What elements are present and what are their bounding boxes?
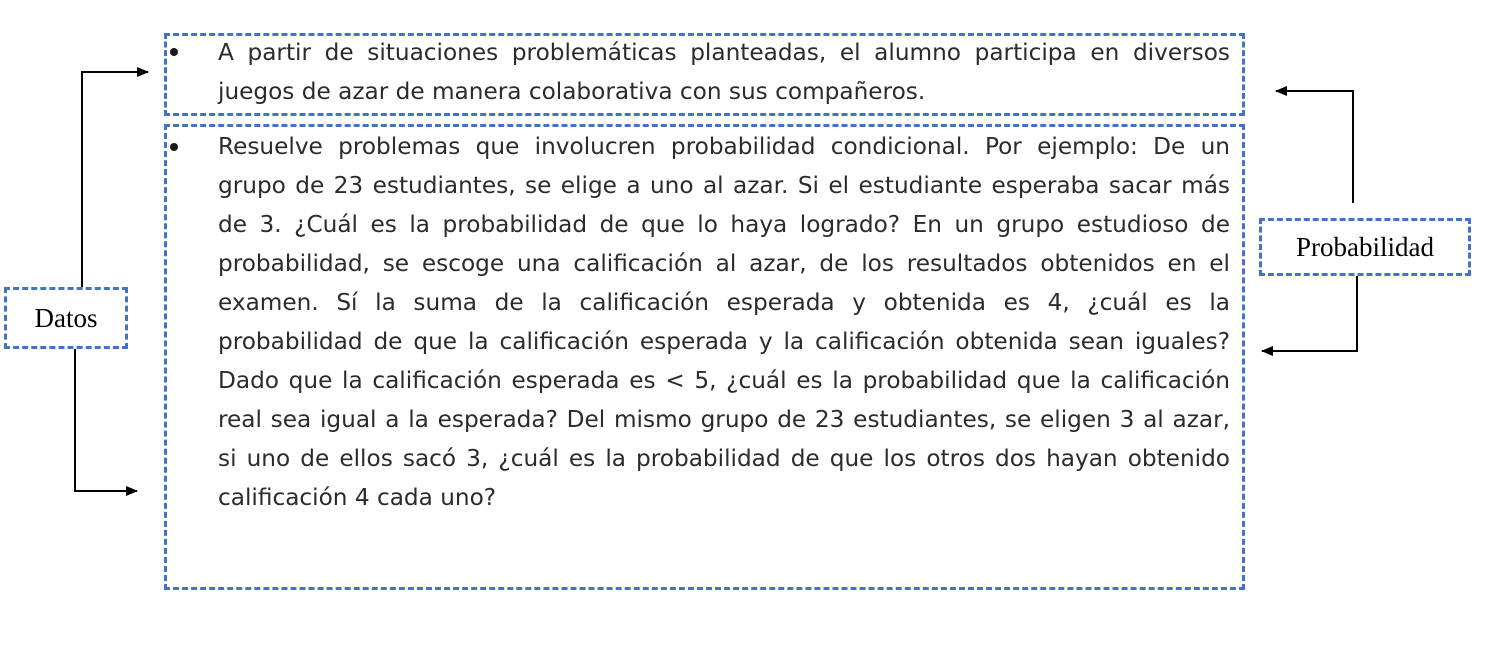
datos-to-top-arrow bbox=[82, 72, 148, 287]
probabilidad-to-main-arrow bbox=[1262, 276, 1357, 351]
datos-to-main-arrow bbox=[75, 349, 137, 491]
probabilidad-to-top-arrow bbox=[1276, 91, 1353, 203]
probabilidad-label: Probabilidad bbox=[1296, 231, 1434, 262]
bullet-text-conditional-probability: Resuelve problemas que involucren probabilidad condicional. Por ejemplo: De un grupo de 23 estudiantes, se elige a uno al azar. Si el estudiante esperaba sacar más de 3. ¿Cuál es la probabilidad de que lo haya logrado? En un grupo estudioso de probabilidad, se escoge una calificación al azar, de los resultados obtenidos en el examen. Sí la suma de la calificación esperada y obtenida es 4, ¿cuál es la probabilidad de que la calificación esperada y la calificación obtenida sean iguales? Dado que la calificación esperada es < 5, ¿cuál es la probabilidad que la calificación real sea igual a la esperada? Del mismo grupo de 23 estudiantes, se eligen 3 al azar, si uno de ellos sacó 3, ¿cuál es la probabilidad de que los otros dos hayan obtenido calificación 4 cada uno? bbox=[218, 133, 1230, 511]
datos-label: Datos bbox=[34, 302, 98, 333]
bullet-text-collaborative-games: A partir de situaciones problemáticas planteadas, el alumno participa en diversos juegos de azar de manera colaborativa con sus compañeros. bbox=[218, 39, 1230, 105]
